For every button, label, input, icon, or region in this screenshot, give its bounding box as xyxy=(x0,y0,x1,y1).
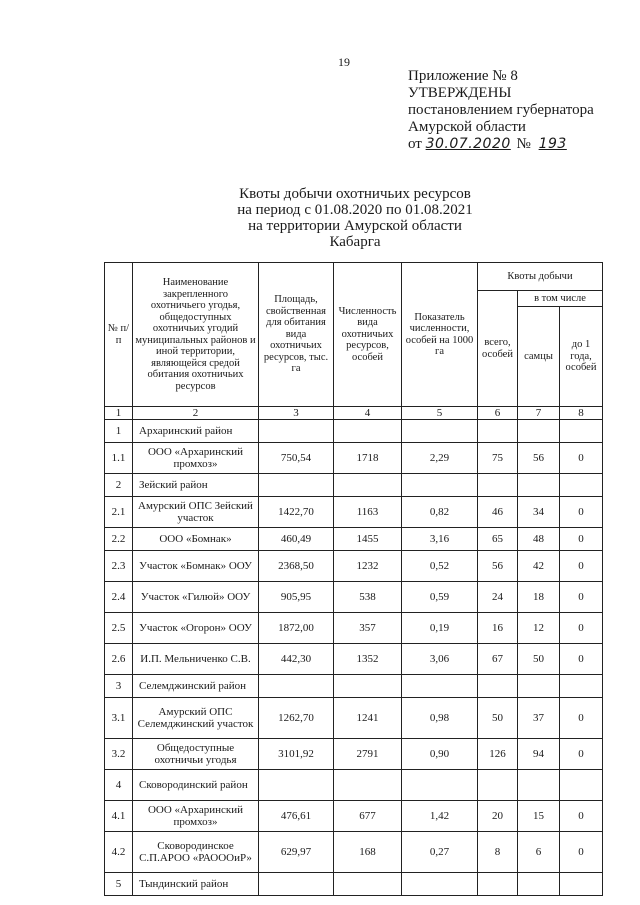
region-row xyxy=(105,474,603,497)
males-cell xyxy=(518,474,560,497)
header-total: всего, особей xyxy=(478,291,518,407)
header-area: Площадь, свойственная для обитания вида охотничьих ресурсов, тыс. га xyxy=(259,263,334,407)
appendix-label: Приложение № 8 xyxy=(408,68,518,84)
area-cell xyxy=(259,770,334,801)
area-cell: 629,97 xyxy=(259,832,334,873)
area-cell: 2368,50 xyxy=(259,551,334,582)
under1-cell: 0 xyxy=(560,832,603,873)
table-row xyxy=(105,551,603,582)
density-cell: 1,42 xyxy=(402,801,478,832)
row-number: 1.1 xyxy=(105,443,133,474)
hunting-ground-name: Участок «Бомнак» ООУ xyxy=(133,551,259,582)
males-cell: 37 xyxy=(518,698,560,739)
approval-date-line xyxy=(408,136,594,153)
density-cell: 0,98 xyxy=(402,698,478,739)
index-cell: 6 xyxy=(478,407,518,420)
hunting-ground-name: Сковородинское С.П.АРОО «РАОООиР» xyxy=(133,832,259,873)
population-cell: 1455 xyxy=(334,528,402,551)
row-number: 2.1 xyxy=(105,497,133,528)
males-cell: 15 xyxy=(518,801,560,832)
hunting-ground-name: ООО «Архаринский промхоз» xyxy=(133,801,259,832)
total-cell: 56 xyxy=(478,551,518,582)
row-number: 2.2 xyxy=(105,528,133,551)
density-cell: 3,06 xyxy=(402,644,478,675)
row-number: 3 xyxy=(105,675,133,698)
under1-cell xyxy=(560,675,603,698)
under1-cell: 0 xyxy=(560,801,603,832)
density-cell: 2,29 xyxy=(402,443,478,474)
under1-cell xyxy=(560,873,603,896)
density-cell: 0,52 xyxy=(402,551,478,582)
index-cell: 3 xyxy=(259,407,334,420)
index-cell: 5 xyxy=(402,407,478,420)
title-line-2: на период с 01.08.2020 по 01.08.2021 xyxy=(237,202,473,218)
index-cell: 7 xyxy=(518,407,560,420)
region-name: Селемджинский район xyxy=(133,675,259,698)
density-cell xyxy=(402,873,478,896)
under1-cell: 0 xyxy=(560,528,603,551)
approval-block xyxy=(408,68,594,153)
density-cell: 0,27 xyxy=(402,832,478,873)
under1-cell xyxy=(560,420,603,443)
area-cell xyxy=(259,474,334,497)
total-cell: 75 xyxy=(478,443,518,474)
density-cell: 0,19 xyxy=(402,613,478,644)
row-number: 4.1 xyxy=(105,801,133,832)
population-cell: 677 xyxy=(334,801,402,832)
density-cell xyxy=(402,675,478,698)
region-label: Амурской области xyxy=(408,119,526,135)
row-number: 1 xyxy=(105,420,133,443)
table-row xyxy=(105,443,603,474)
density-cell: 0,90 xyxy=(402,739,478,770)
males-cell xyxy=(518,873,560,896)
header-name: Наименование закрепленного охотничьего угодья, общедоступных охотничьих угодий муниципальных районов и иной территории, являющейся средой обитания охотничьих ресурсов xyxy=(133,263,259,407)
total-cell: 24 xyxy=(478,582,518,613)
total-cell xyxy=(478,873,518,896)
table-row xyxy=(105,497,603,528)
area-cell: 905,95 xyxy=(259,582,334,613)
population-cell: 1163 xyxy=(334,497,402,528)
approved-label: УТВЕРЖДЕНЫ xyxy=(408,85,512,101)
density-cell: 0,82 xyxy=(402,497,478,528)
males-cell xyxy=(518,770,560,801)
area-cell: 1262,70 xyxy=(259,698,334,739)
total-cell: 16 xyxy=(478,613,518,644)
title-line-3: на территории Амурской области xyxy=(248,218,462,234)
total-cell xyxy=(478,770,518,801)
index-cell: 4 xyxy=(334,407,402,420)
row-number: 2 xyxy=(105,474,133,497)
density-cell: 3,16 xyxy=(402,528,478,551)
males-cell: 12 xyxy=(518,613,560,644)
table-row xyxy=(105,582,603,613)
total-cell: 126 xyxy=(478,739,518,770)
under1-cell xyxy=(560,474,603,497)
row-number: 4 xyxy=(105,770,133,801)
under1-cell: 0 xyxy=(560,644,603,675)
index-cell: 1 xyxy=(105,407,133,420)
handwritten-number: 193 xyxy=(538,136,567,152)
population-cell xyxy=(334,675,402,698)
hunting-ground-name: Участок «Гилюй» ООУ xyxy=(133,582,259,613)
region-row xyxy=(105,420,603,443)
hunting-ground-name: Участок «Огорон» ООУ xyxy=(133,613,259,644)
total-cell xyxy=(478,420,518,443)
males-cell: 6 xyxy=(518,832,560,873)
region-name: Зейский район xyxy=(133,474,259,497)
table-row xyxy=(105,528,603,551)
males-cell: 56 xyxy=(518,443,560,474)
row-number: 5 xyxy=(105,873,133,896)
region-row xyxy=(105,675,603,698)
population-cell xyxy=(334,474,402,497)
region-name: Тындинский район xyxy=(133,873,259,896)
number-sign: № xyxy=(516,136,531,152)
table-row xyxy=(105,739,603,770)
total-cell: 46 xyxy=(478,497,518,528)
hunting-ground-name: ООО «Бомнак» xyxy=(133,528,259,551)
header-under1: до 1 года, особей xyxy=(560,307,603,407)
row-number: 2.4 xyxy=(105,582,133,613)
males-cell xyxy=(518,675,560,698)
index-cell: 2 xyxy=(133,407,259,420)
title-line-1: Квоты добычи охотничьих ресурсов xyxy=(239,186,471,202)
under1-cell: 0 xyxy=(560,739,603,770)
area-cell: 1422,70 xyxy=(259,497,334,528)
males-cell: 34 xyxy=(518,497,560,528)
density-cell: 0,59 xyxy=(402,582,478,613)
document-title xyxy=(200,186,510,250)
row-number: 3.1 xyxy=(105,698,133,739)
table-row xyxy=(105,801,603,832)
page-number: 19 xyxy=(338,55,350,69)
from-prefix: от xyxy=(408,136,422,152)
region-row xyxy=(105,770,603,801)
header-num: № п/п xyxy=(105,263,133,407)
row-number: 3.2 xyxy=(105,739,133,770)
density-cell xyxy=(402,420,478,443)
under1-cell: 0 xyxy=(560,613,603,644)
under1-cell: 0 xyxy=(560,698,603,739)
area-cell xyxy=(259,420,334,443)
under1-cell xyxy=(560,770,603,801)
males-cell: 18 xyxy=(518,582,560,613)
table-row xyxy=(105,613,603,644)
quota-table xyxy=(104,262,603,896)
area-cell: 442,30 xyxy=(259,644,334,675)
header-density: Показатель численности, особей на 1000 га xyxy=(402,263,478,407)
index-cell: 8 xyxy=(560,407,603,420)
population-cell: 168 xyxy=(334,832,402,873)
total-cell xyxy=(478,675,518,698)
area-cell: 476,61 xyxy=(259,801,334,832)
population-cell: 538 xyxy=(334,582,402,613)
area-cell: 460,49 xyxy=(259,528,334,551)
population-cell: 1352 xyxy=(334,644,402,675)
area-cell xyxy=(259,675,334,698)
under1-cell: 0 xyxy=(560,551,603,582)
males-cell: 50 xyxy=(518,644,560,675)
hunting-ground-name: Общедоступные охотничьи угодья xyxy=(133,739,259,770)
total-cell xyxy=(478,474,518,497)
density-cell xyxy=(402,474,478,497)
population-cell: 1718 xyxy=(334,443,402,474)
handwritten-date: 30.07.2020 xyxy=(425,136,511,152)
header-including: в том числе xyxy=(518,291,603,307)
under1-cell: 0 xyxy=(560,443,603,474)
table-body xyxy=(105,407,603,896)
total-cell: 20 xyxy=(478,801,518,832)
under1-cell: 0 xyxy=(560,582,603,613)
table-row xyxy=(105,698,603,739)
total-cell: 67 xyxy=(478,644,518,675)
region-row xyxy=(105,873,603,896)
area-cell: 3101,92 xyxy=(259,739,334,770)
hunting-ground-name: И.П. Мельниченко С.В. xyxy=(133,644,259,675)
males-cell: 42 xyxy=(518,551,560,582)
hunting-ground-name: Амурский ОПС Селемджинский участок xyxy=(133,698,259,739)
area-cell: 1872,00 xyxy=(259,613,334,644)
density-cell xyxy=(402,770,478,801)
population-cell: 2791 xyxy=(334,739,402,770)
area-cell: 750,54 xyxy=(259,443,334,474)
header-population: Численность вида охотничьих ресурсов, особей xyxy=(334,263,402,407)
row-number: 2.6 xyxy=(105,644,133,675)
row-number: 2.3 xyxy=(105,551,133,582)
population-cell xyxy=(334,873,402,896)
total-cell: 8 xyxy=(478,832,518,873)
table-row xyxy=(105,832,603,873)
region-name: Архаринский район xyxy=(133,420,259,443)
males-cell xyxy=(518,420,560,443)
total-cell: 65 xyxy=(478,528,518,551)
males-cell: 48 xyxy=(518,528,560,551)
population-cell: 357 xyxy=(334,613,402,644)
column-index-row xyxy=(105,407,603,420)
row-number: 4.2 xyxy=(105,832,133,873)
title-line-4: Кабарга xyxy=(329,234,381,250)
region-name: Сковородинский район xyxy=(133,770,259,801)
row-number: 2.5 xyxy=(105,613,133,644)
table-row xyxy=(105,644,603,675)
under1-cell: 0 xyxy=(560,497,603,528)
decree-label: постановлением губернатора xyxy=(408,102,594,118)
population-cell: 1241 xyxy=(334,698,402,739)
population-cell xyxy=(334,420,402,443)
hunting-ground-name: ООО «Архаринский промхоз» xyxy=(133,443,259,474)
hunting-ground-name: Амурский ОПС Зейский участок xyxy=(133,497,259,528)
population-cell: 1232 xyxy=(334,551,402,582)
total-cell: 50 xyxy=(478,698,518,739)
area-cell xyxy=(259,873,334,896)
header-males: самцы xyxy=(518,307,560,407)
population-cell xyxy=(334,770,402,801)
males-cell: 94 xyxy=(518,739,560,770)
header-quotas: Квоты добычи xyxy=(478,263,603,291)
